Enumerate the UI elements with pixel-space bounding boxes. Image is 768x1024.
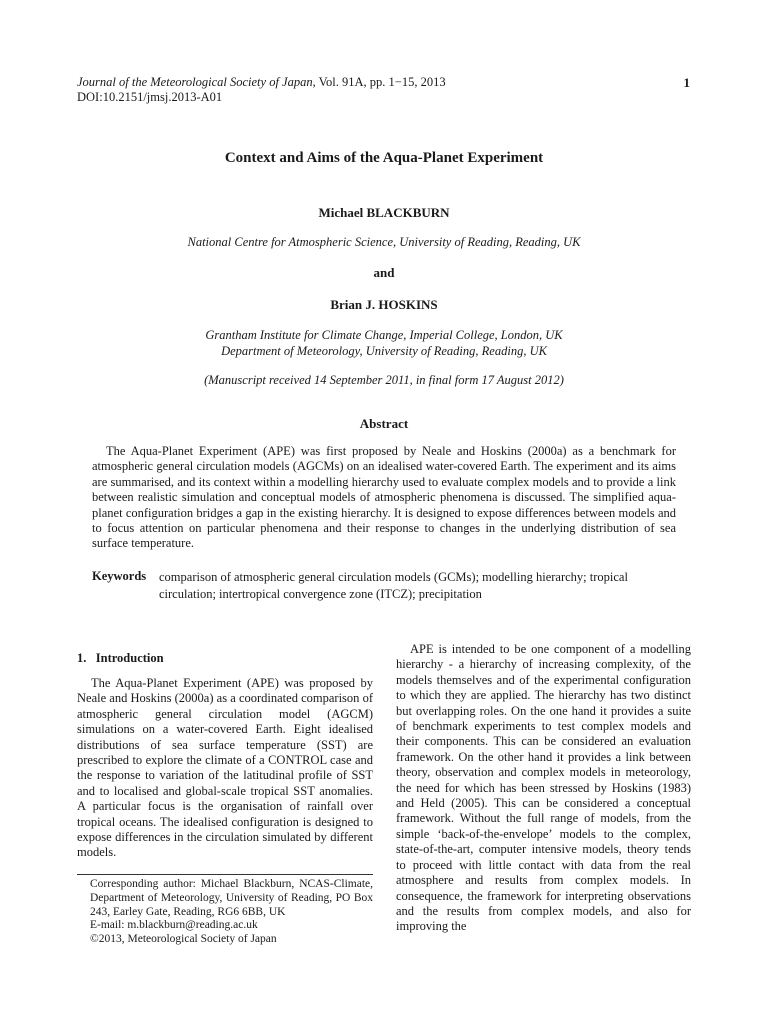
paper-title: Context and Aims of the Aqua-Planet Experiment <box>224 150 544 166</box>
footnote <box>90 878 373 947</box>
doi[interactable]: DOI:10.2151/jmsj.2013-A01 <box>77 90 223 104</box>
abstract-heading: Abstract <box>359 416 409 431</box>
author-conjunction: and <box>373 265 395 280</box>
author-email[interactable]: E-mail: m.blackburn@reading.ac.uk <box>90 919 258 932</box>
author-first: Michael BLACKBURN <box>318 205 450 220</box>
keywords-label: Keywords <box>92 569 147 583</box>
copyright: ©2013, Meteorological Society of Japan <box>90 933 277 946</box>
page-number: 1 <box>683 75 690 90</box>
introduction-paragraph: The Aqua-Planet Experiment (APE) was proposed by Neale and Hoskins (2000a) as a coordinated comparison of atmospheric general circulation model (AGCM) simulations on a water-covered Earth. Eight idealised distributions of sea surface temperature (SST) are prescribed to explore the climate of a CONTROL case and the response to variation of the latitudinal profile of SST and to localised and global-scale tropical SST anomalies. A particular focus is the organisation of rainfall over tropical oceans. The idealised configuration is designed to expose differences in the circulation simulated by different models. <box>77 676 373 860</box>
keywords-text: comparison of atmospheric general circulation models (GCMs); modelling hierarchy; tropical circulation; intertropical convergence zone (ITCZ); precipitation <box>159 570 628 601</box>
affiliation-second-1: Grantham Institute for Climate Change, Imperial College, London, UK <box>205 328 563 342</box>
affiliation-first: National Centre for Atmospheric Science, University of Reading, Reading, UK <box>187 235 581 249</box>
journal-volume-pages: , Vol. 91A, pp. 1−15, 2013 <box>312 75 446 89</box>
section-heading-introduction: 1. Introduction <box>77 651 164 665</box>
affiliation-second-2: Department of Meteorology, University of Reading, Reading, UK <box>221 344 547 358</box>
footnote-divider <box>77 874 373 875</box>
manuscript-dates: (Manuscript received 14 September 2011, in final form 17 August 2012) <box>204 373 564 387</box>
corresponding-author: Corresponding author: Michael Blackburn, NCAS-Climate, Department of Meteorology, University of Reading, PO Box 243, Earley Gate, Reading, RG6 6BB, UK <box>90 878 373 918</box>
journal-citation <box>77 75 446 90</box>
right-column-paragraph: APE is intended to be one component of a modelling hierarchy - a hierarchy of increasing complexity, of the models themselves and of the experimental configuration to which they are applied. The hierarchy has two distinct but overlapping roles. On the one hand it provides a suite of benchmark experiments to test complex models and their components. This can be considered an evaluation framework. On the other hand it provides a link between theory, observation and complex models in meteorology, the need for which has been stressed by Hoskins (1983) and Held (2005). This can be considered a conceptual framework. Without the full range of models, from the simple ‘back-of-the-envelope’ models to the complex, state-of-the-art, computer intensive models, theory tends to proceed with little contact with data from the real atmosphere and results from complex models. In consequence, the framework for interpreting observations and the results from complex models, and also for improving the <box>396 642 691 934</box>
abstract-text: The Aqua-Planet Experiment (APE) was first proposed by Neale and Hoskins (2000a) as a benchmark for atmospheric general circulation models (AGCMs) on an idealised water-covered Earth. The experiment and its aims are summarised, and its context within a modelling hierarchy used to evaluate complex models and to provide a link between realistic simulation and conceptual models of atmospheric phenomena is discussed. The simplified aqua-planet configuration bridges a gap in the existing hierarchy. It is designed to expose differences between models and to focus attention on particular phenomena and their response to changes in the underlying distribution of sea surface temperature. <box>92 444 676 551</box>
journal-name: Journal of the Meteorological Society of Japan <box>77 75 313 89</box>
author-second: Brian J. HOSKINS <box>330 297 438 312</box>
